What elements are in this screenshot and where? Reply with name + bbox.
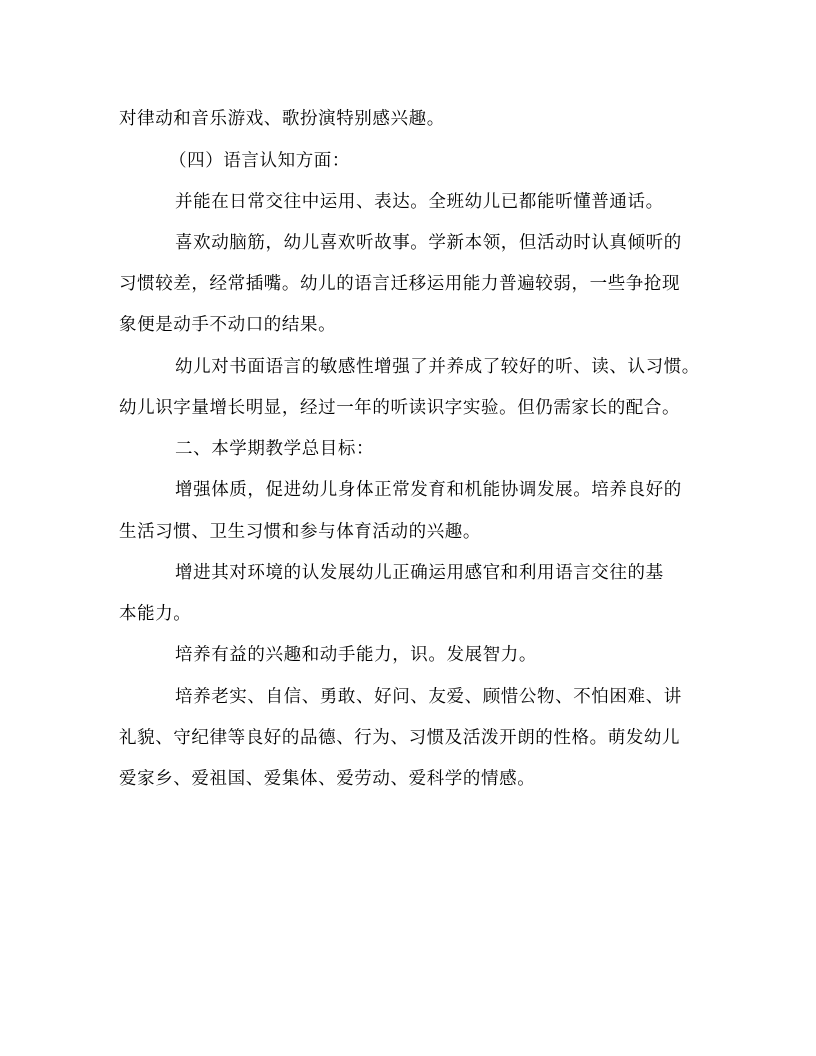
text-line: 幼儿对书面语言的敏感性增强了并养成了较好的听、读、认习惯。 — [175, 357, 700, 377]
text-line: 礼貌、守纪律等良好的品德、行为、习惯及活泼开朗的性格。萌发幼儿 — [119, 728, 681, 748]
text-line: 爱家乡、爱祖国、爱集体、爱劳动、爱科学的情感。 — [119, 769, 536, 789]
section-heading-language: （四）语言认知方面： — [169, 151, 350, 171]
text-line: 习惯较差，经常插嘴。幼儿的语言迁移运用能力普遍较弱，一些争抢现 — [119, 274, 681, 294]
text-line: 培养有益的兴趣和动手能力，识。发展智力。 — [175, 645, 537, 665]
text-line: 增强体质，促进幼儿身体正常发育和机能协调发展。培养良好的 — [175, 480, 682, 500]
text-line: 培养老实、自信、勇敢、好问、友爱、顾惜公物、不怕困难、讲 — [175, 687, 682, 707]
text-line: 并能在日常交往中运用、表达。全班幼儿已都能听懂普通话。 — [175, 192, 664, 212]
text-line: 本能力。 — [119, 604, 192, 624]
text-line: 生活习惯、卫生习惯和参与体育活动的兴趣。 — [119, 522, 481, 542]
text-line: 对律动和音乐游戏、歌扮演特别感兴趣。 — [119, 109, 445, 129]
text-line: 象便是动手不动口的结果。 — [119, 315, 337, 335]
section-heading-goals: 二、本学期教学总目标： — [175, 439, 375, 459]
text-line: 幼儿识字量增长明显，经过一年的听读识字实验。但仍需家长的配合。 — [119, 398, 681, 418]
text-line: 喜欢动脑筋，幼儿喜欢听故事。学新本领，但活动时认真倾听的 — [175, 233, 682, 253]
text-line: 增进其对环境的认发展幼儿正确运用感官和利用语言交往的基 — [175, 563, 664, 583]
